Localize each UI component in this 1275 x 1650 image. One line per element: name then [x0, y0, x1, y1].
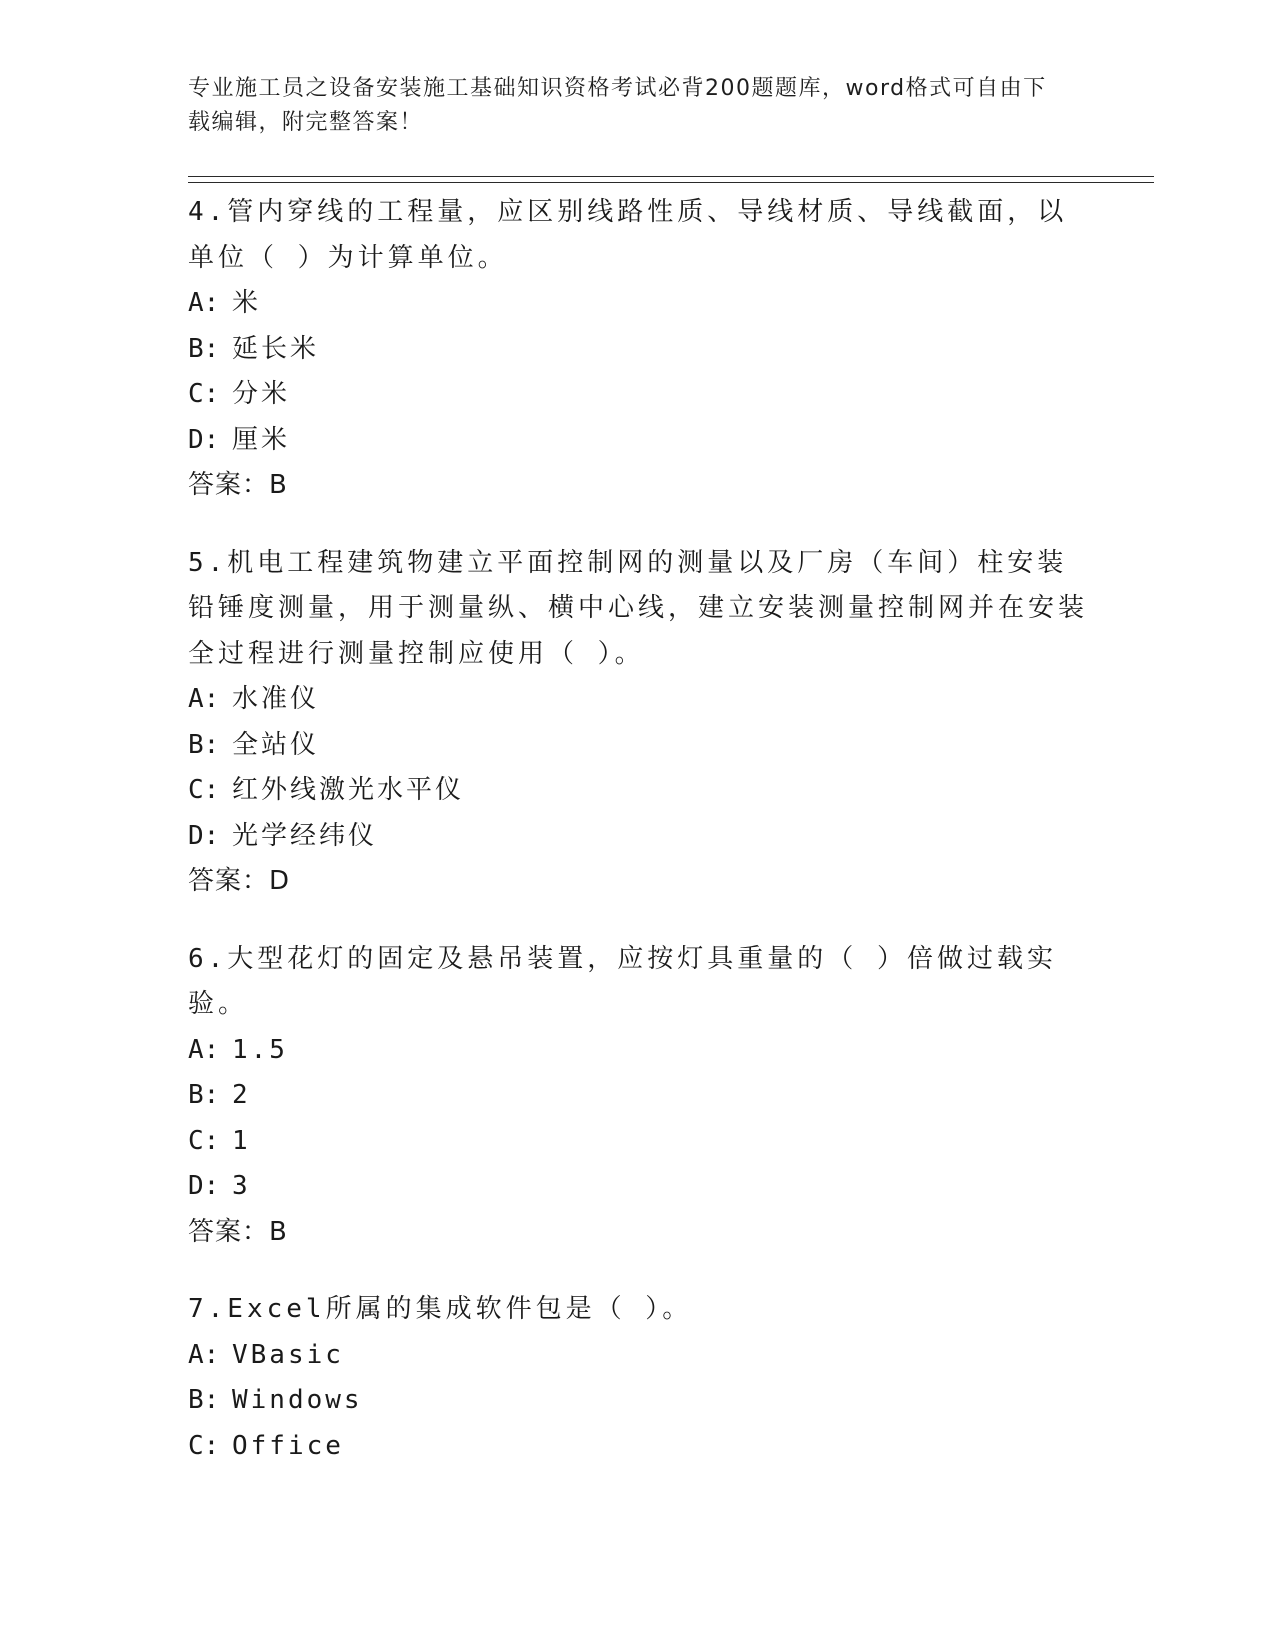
option-key: D: — [188, 424, 220, 455]
option-text: 厘米 — [232, 424, 291, 455]
option-c — [188, 1424, 1088, 1470]
option-a — [188, 1028, 1088, 1074]
option-key: A: — [188, 288, 220, 318]
option-a — [188, 1333, 1088, 1379]
question-list — [188, 190, 1088, 1501]
header-rule-bottom — [188, 182, 1154, 183]
answer-line: 答案：B — [188, 470, 288, 500]
option-key: B: — [188, 1385, 220, 1415]
answer-line: 答案：D — [188, 866, 291, 896]
option-key: A: — [188, 1339, 220, 1370]
question-item — [188, 937, 1088, 1256]
option-c — [188, 1119, 1088, 1165]
option-key: A: — [188, 1034, 220, 1065]
header-rule-top — [188, 176, 1154, 177]
option-text: 光学经纬仪 — [232, 820, 378, 851]
option-d — [188, 418, 1088, 464]
option-text: 红外线激光水平仪 — [232, 775, 465, 805]
option-a — [188, 281, 1088, 327]
document-header: 专业施工员之设备安装施工基础知识资格考试必背200题题库，word格式可自由下载编辑，附完整答案！ — [188, 76, 1047, 135]
option-d — [188, 814, 1088, 860]
option-text: 延长米 — [232, 333, 320, 364]
option-key: A: — [188, 684, 220, 714]
option-d — [188, 1164, 1088, 1210]
option-c — [188, 768, 1088, 814]
option-key: C: — [188, 379, 220, 409]
option-text: 分米 — [232, 379, 291, 409]
option-b — [188, 1378, 1088, 1424]
option-text: 1 — [232, 1125, 251, 1156]
option-key: D: — [188, 820, 220, 851]
answer-line: 答案：B — [188, 1216, 288, 1247]
question-stem: 7.Excel所属的集成软件包是（ ）。 — [188, 1294, 693, 1324]
option-text: 3 — [232, 1171, 251, 1201]
option-text: 1.5 — [232, 1034, 288, 1065]
question-stem: 6.大型花灯的固定及悬吊装置，应按灯具重量的（ ）倍做过载实验。 — [188, 943, 1057, 1019]
option-text: VBasic — [232, 1339, 344, 1370]
option-text: Office — [232, 1430, 344, 1461]
question-stem: 5.机电工程建筑物建立平面控制网的测量以及厂房（车间）柱安装铅锤度测量，用于测量纵、横中心线，建立安装测量控制网并在安装全过程进行测量控制应使用（ ）。 — [188, 547, 1089, 669]
question-item — [188, 1287, 1088, 1469]
option-key: C: — [188, 1430, 220, 1461]
option-text: Windows — [232, 1385, 363, 1415]
question-stem: 4.管内穿线的工程量，应区别线路性质、导线材质、导线截面，以单位（ ）为计算单位。 — [188, 197, 1068, 273]
option-c — [188, 372, 1088, 418]
option-b — [188, 327, 1088, 373]
question-item — [188, 541, 1088, 905]
option-text: 米 — [232, 288, 262, 318]
option-b — [188, 723, 1088, 769]
option-key: B: — [188, 1080, 220, 1110]
option-key: B: — [188, 729, 220, 760]
option-text: 2 — [232, 1080, 251, 1110]
option-b — [188, 1073, 1088, 1119]
option-a — [188, 677, 1088, 723]
option-key: B: — [188, 333, 220, 364]
option-text: 全站仪 — [232, 729, 320, 760]
option-text: 水准仪 — [232, 684, 320, 714]
option-key: D: — [188, 1171, 220, 1201]
option-key: C: — [188, 1125, 220, 1156]
question-item — [188, 190, 1088, 509]
option-key: C: — [188, 775, 220, 805]
